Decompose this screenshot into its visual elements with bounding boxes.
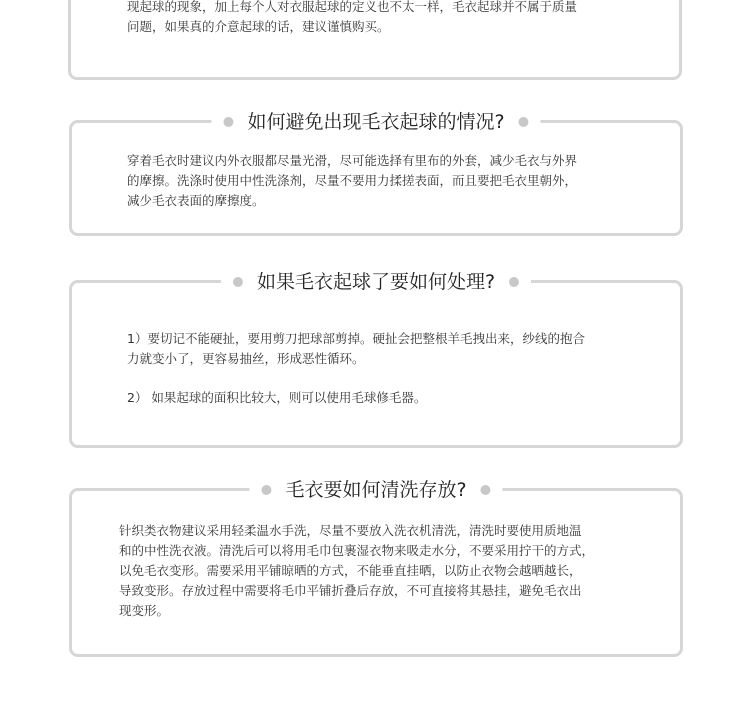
info-card-quality	[68, 0, 682, 80]
card-title: 如何避免出现毛衣起球的情况?	[247, 111, 505, 133]
bullet-dot-icon	[519, 117, 529, 127]
card-body-text: 穿着毛衣时建议内外衣服都尽量光滑，尽可能选择有里布的外套，减少毛衣与外界 的摩擦。洗涤时使用中性洗涤剂，尽量不要用力揉搓表面，而且要把毛衣里朝外， 减少毛衣表面的摩擦度。	[127, 153, 578, 208]
card-body-text: 现起球的现象，加上每个人对衣服起球的定义也不太一样，毛衣起球并不属于质量 问题，如果真的介意起球的话，建议谨慎购买。	[127, 0, 578, 34]
bullet-dot-icon	[223, 117, 233, 127]
card-header	[249, 477, 502, 503]
info-card-prevent-pilling	[69, 111, 683, 236]
info-card-handle-pilling	[69, 271, 683, 448]
card-header	[211, 109, 540, 135]
bullet-dot-icon	[509, 277, 519, 287]
card-title: 如果毛衣起球了要如何处理?	[256, 271, 496, 293]
card-body-text: 针织类衣物建议采用轻柔温水手洗，尽量不要放入洗衣机清洗，清洗时要使用质地温 和的中性洗衣液。清洗后可以将用毛巾包裹湿衣物来吸走水分，不要采用拧干的方式， 以免毛衣变形。需要采用平铺晾晒的方式，不能垂直挂晒，以防止衣物会越晒越长， 导致变形。存放过程中需要将毛巾平铺折叠后存放，不可直接将其悬挂，避免毛衣出 现变形。	[119, 523, 595, 618]
bullet-dot-icon	[233, 277, 243, 287]
info-card-washing-storage	[69, 479, 683, 657]
card-header	[221, 269, 531, 295]
card-title: 毛衣要如何清洗存放?	[285, 479, 467, 501]
list-item: 1）要切记不能硬扯，要用剪刀把球部剪掉。硬扯会把整根羊毛拽出来，纱线的抱合 力就变小了，更容易抽丝，形成恶性循环。	[127, 331, 585, 366]
bullet-dot-icon	[481, 485, 491, 495]
list-item: 2） 如果起球的面积比较大，则可以使用毛球修毛器。	[127, 390, 427, 405]
bullet-dot-icon	[261, 485, 271, 495]
